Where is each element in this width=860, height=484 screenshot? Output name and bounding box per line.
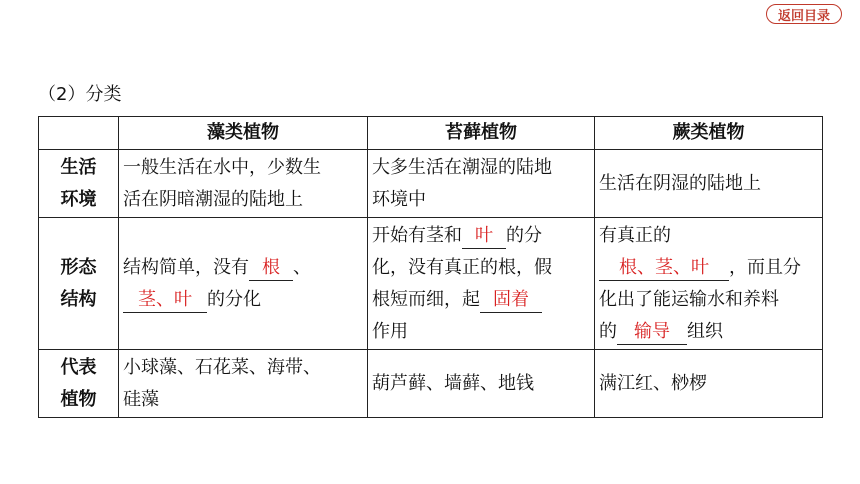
- cell-fern-habitat: 生活在阴湿的陆地上: [595, 150, 823, 218]
- cell-moss-structure: 开始有茎和 叶 的分 化，没有真正的根，假 根短而细，起 固着 作用: [368, 218, 595, 350]
- cell-algae-habitat: 一般生活在水中，少数生 活在阴暗潮湿的陆地上: [119, 150, 368, 218]
- cell-algae-examples: 小球藻、石花菜、海带、 硅藻: [119, 350, 368, 418]
- row-head-habitat: 生活 环境: [39, 150, 119, 218]
- answer-blank: 叶: [462, 224, 506, 249]
- answer-blank: 输导: [617, 320, 687, 345]
- cell-moss-habitat: 大多生活在潮湿的陆地 环境中: [368, 150, 595, 218]
- back-to-contents-button[interactable]: 返回目录: [766, 4, 842, 24]
- plant-classification-table: [38, 116, 823, 418]
- cell-fern-examples: 满江红、桫椤: [595, 350, 823, 418]
- table-row-examples: [39, 350, 823, 418]
- table-row-habitat: [39, 150, 823, 218]
- answer-blank: 固着: [480, 288, 542, 313]
- answer-blank: 茎、叶: [123, 288, 207, 313]
- header-algae: 藻类植物: [119, 117, 368, 150]
- cell-moss-examples: 葫芦藓、墙藓、地钱: [368, 350, 595, 418]
- table-row-structure: [39, 218, 823, 350]
- table-header-row: [39, 117, 823, 150]
- answer-blank: 根: [249, 256, 293, 281]
- cell-algae-structure: 结构简单，没有 根 、 茎、叶 的分化: [119, 218, 368, 350]
- header-moss: 苔藓植物: [368, 117, 595, 150]
- header-fern: 蕨类植物: [595, 117, 823, 150]
- row-head-structure: 形态 结构: [39, 218, 119, 350]
- header-empty: [39, 117, 119, 150]
- cell-fern-structure: 有真正的 根、茎、叶 ，而且分 化出了能运输水和养料 的 输导 组织: [595, 218, 823, 350]
- row-head-examples: 代表 植物: [39, 350, 119, 418]
- answer-blank: 根、茎、叶: [599, 256, 729, 281]
- section-title: （2）分类: [38, 84, 122, 105]
